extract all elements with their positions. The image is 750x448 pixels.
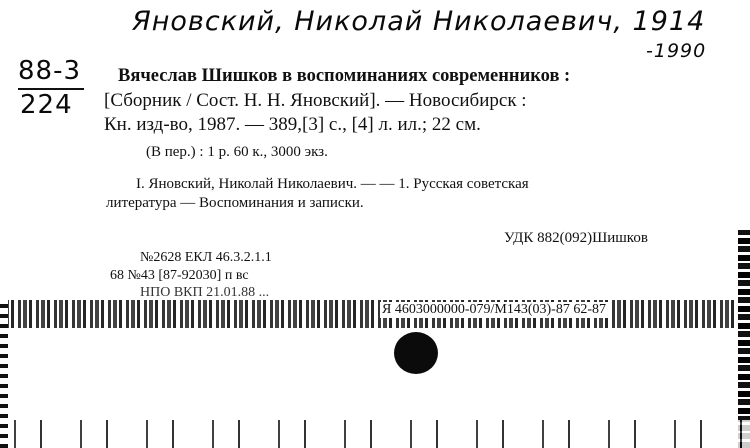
control-line-2: 68 №43 [87-92030] п вс [110,268,249,283]
tracing-line-2: литература — Воспоминания и записки. [106,195,364,211]
record-binding: (В пер.) : 1 р. 60 к., 3000 экз. [146,144,328,160]
control-line-3: НПО ВКП 21.01.88 ... [140,285,270,300]
record-line-3: Кн. изд-во, 1987. — 389,[3] с., [4] л. ил.; 22 см. [104,114,481,135]
udk-class: УДК 882(092)Шишков [504,230,648,246]
record-title: Вячеслав Шишков в воспоминаниях современников : [118,66,571,86]
scan-edge-left [0,300,8,448]
scan-noise-band [0,300,750,328]
isbn-line: Я 4603000000-079/М143(03)-87 62-87 [382,302,606,317]
control-line-1: №2628 ЕКЛ 46.3.2.1.1 [140,250,272,265]
scan-edge-bottom [0,420,750,448]
handwritten-heading: Яновский, Николай Николаевич, 1914 [132,6,706,37]
shelf-mark-bottom: 224 [20,90,73,120]
shelf-mark-top: 88-3 [18,56,82,86]
ink-blot [394,332,438,374]
record-line-2: [Сборник / Сост. Н. Н. Яновский]. — Новосибирск : [104,90,527,111]
handwritten-death-year: -1990 [646,40,707,62]
scan-edge-right [738,230,750,448]
tracing-line-1: I. Яновский, Николай Николаевич. — — 1. Русская советская [136,176,529,192]
